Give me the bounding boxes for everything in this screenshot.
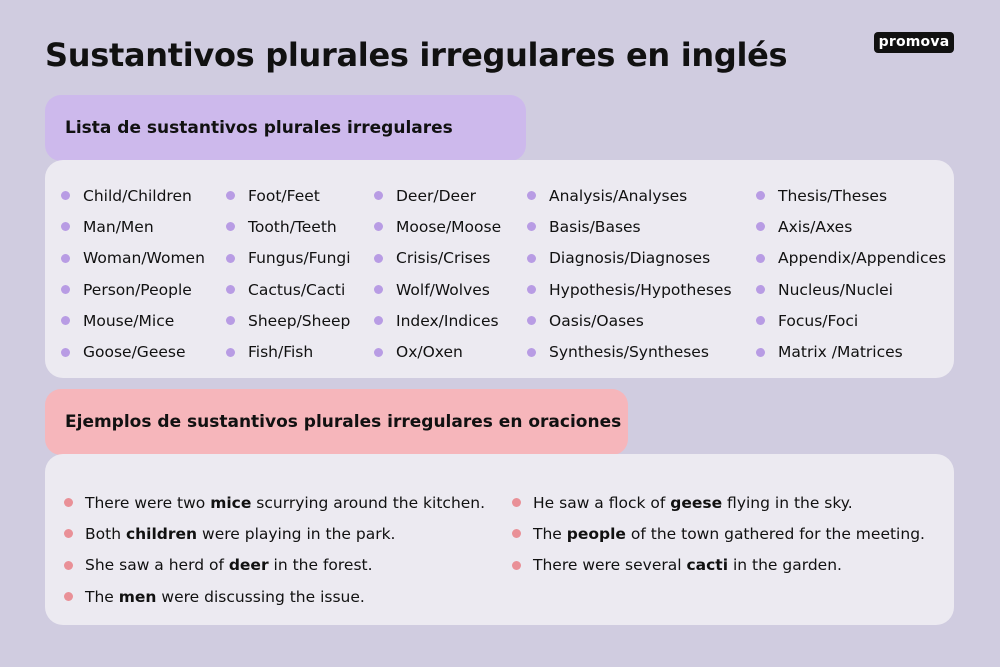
bullet-dot-icon [64,529,73,538]
list-item: Axis/Axes [756,211,946,242]
list-item: Wolf/Wolves [374,274,501,305]
bullet-dot-icon [527,316,536,325]
list-section-heading: Lista de sustantivos plurales irregulares [45,95,526,161]
bullet-dot-icon [756,285,765,294]
word-column-1 [61,180,205,368]
word-column-4 [527,180,732,368]
bullet-dot-icon [512,561,521,570]
list-item: Matrix /Matrices [756,336,946,367]
list-item: Mouse/Mice [61,305,205,336]
list-item: Sheep/Sheep [226,305,351,336]
bullet-dot-icon [226,348,235,357]
bullet-dot-icon [527,254,536,263]
list-item: Goose/Geese [61,336,205,367]
bullet-dot-icon [226,222,235,231]
examples-section-heading: Ejemplos de sustantivos plurales irregulares en oraciones [45,389,628,455]
example-sentence: Both children were playing in the park. [64,518,485,549]
example-sentence: She saw a herd of deer in the forest. [64,550,485,581]
bullet-dot-icon [374,222,383,231]
bullet-dot-icon [374,254,383,263]
bullet-dot-icon [226,316,235,325]
bullet-dot-icon [226,254,235,263]
list-item: Foot/Feet [226,180,351,211]
list-item: Index/Indices [374,305,501,336]
bullet-dot-icon [374,348,383,357]
bullet-dot-icon [226,285,235,294]
bullet-dot-icon [64,498,73,507]
example-sentence: The people of the town gathered for the meeting. [512,518,925,549]
bullet-dot-icon [64,592,73,601]
list-item: Oasis/Oases [527,305,732,336]
list-item: Synthesis/Syntheses [527,336,732,367]
list-item: Woman/Women [61,243,205,274]
list-item: Cactus/Cacti [226,274,351,305]
bullet-dot-icon [61,191,70,200]
list-item: Man/Men [61,211,205,242]
word-column-3 [374,180,501,368]
example-sentence: He saw a flock of geese flying in the sky. [512,487,925,518]
list-item: Deer/Deer [374,180,501,211]
list-item: Ox/Oxen [374,336,501,367]
bullet-dot-icon [61,348,70,357]
list-item: Hypothesis/Hypotheses [527,274,732,305]
bullet-dot-icon [756,316,765,325]
list-item: Child/Children [61,180,205,211]
list-item: Person/People [61,274,205,305]
page-title: Sustantivos plurales irregulares en inglés [45,36,788,74]
bullet-dot-icon [374,285,383,294]
example-sentence: There were several cacti in the garden. [512,550,925,581]
list-item: Tooth/Teeth [226,211,351,242]
list-item: Diagnosis/Diagnoses [527,243,732,274]
examples-column-left [64,487,485,612]
list-item: Appendix/Appendices [756,243,946,274]
bullet-dot-icon [64,561,73,570]
bullet-dot-icon [527,285,536,294]
list-item: Analysis/Analyses [527,180,732,211]
bullet-dot-icon [61,316,70,325]
list-item: Nucleus/Nuclei [756,274,946,305]
word-column-2 [226,180,351,368]
list-item: Focus/Foci [756,305,946,336]
list-item: Fungus/Fungi [226,243,351,274]
examples-column-right [512,487,925,581]
bullet-dot-icon [756,254,765,263]
list-item: Basis/Bases [527,211,732,242]
word-column-5 [756,180,946,368]
bullet-dot-icon [374,191,383,200]
example-sentence: The men were discussing the issue. [64,581,485,612]
bullet-dot-icon [61,254,70,263]
bullet-dot-icon [61,285,70,294]
bullet-dot-icon [512,529,521,538]
bullet-dot-icon [512,498,521,507]
list-item: Moose/Moose [374,211,501,242]
list-item: Fish/Fish [226,336,351,367]
bullet-dot-icon [527,348,536,357]
bullet-dot-icon [756,222,765,231]
list-item: Crisis/Crises [374,243,501,274]
promova-logo: promova [874,32,954,53]
bullet-dot-icon [527,191,536,200]
list-item: Thesis/Theses [756,180,946,211]
bullet-dot-icon [226,191,235,200]
bullet-dot-icon [756,348,765,357]
example-sentence: There were two mice scurrying around the kitchen. [64,487,485,518]
bullet-dot-icon [61,222,70,231]
bullet-dot-icon [527,222,536,231]
bullet-dot-icon [374,316,383,325]
bullet-dot-icon [756,191,765,200]
